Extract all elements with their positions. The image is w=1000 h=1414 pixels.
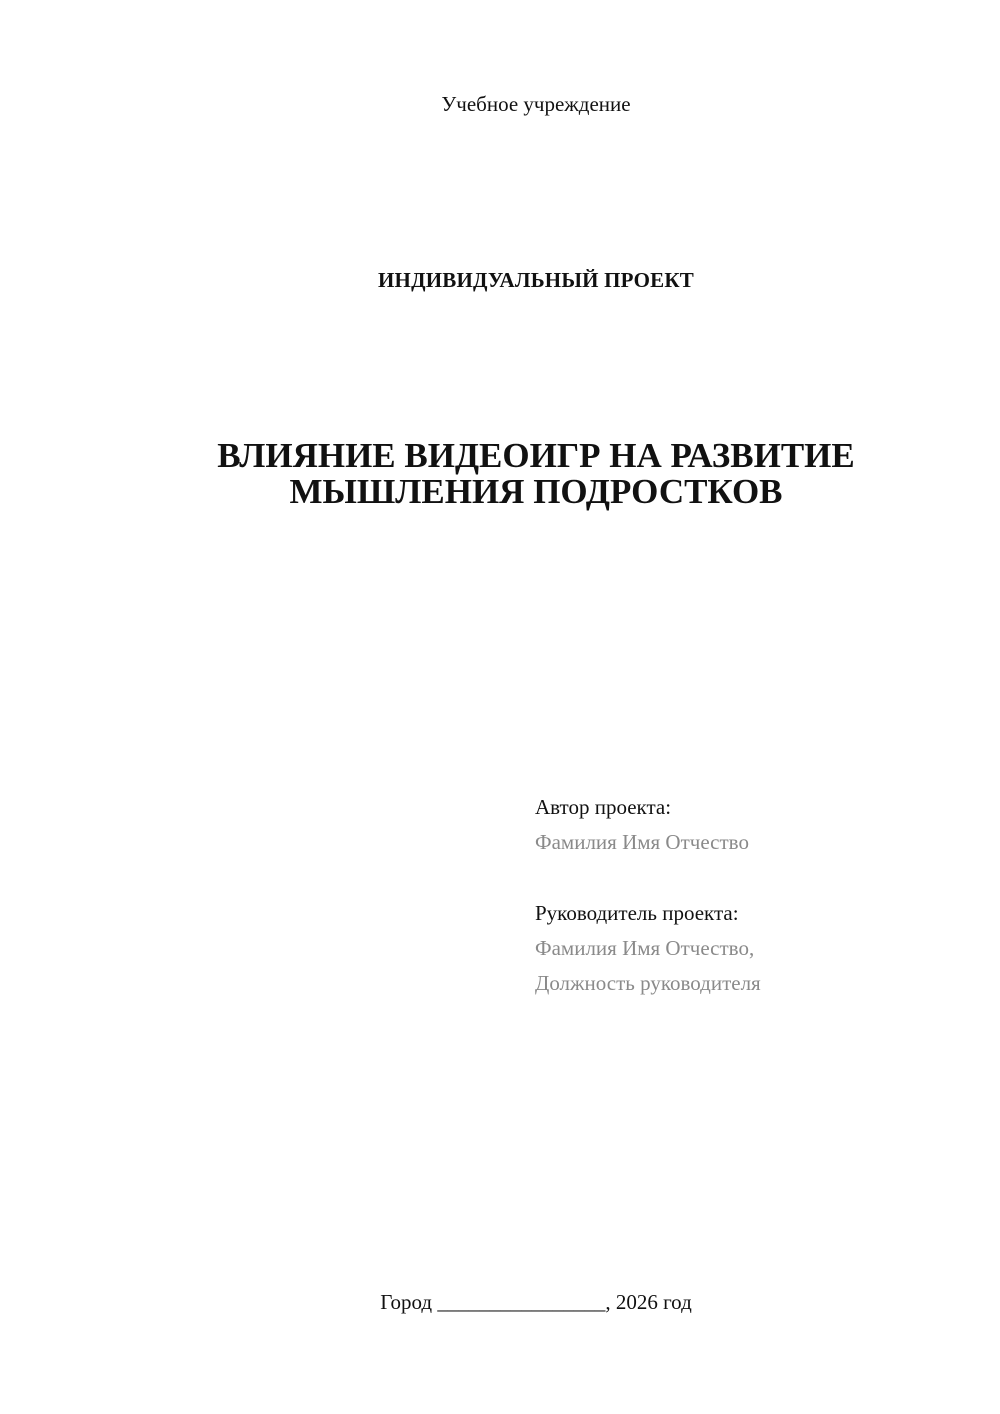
project-title-line-1: ВЛИЯНИЕ ВИДЕОИГР НА РАЗВИТИЕ — [217, 436, 855, 475]
city-year-footer: Город ________________, 2026 год — [380, 1290, 692, 1314]
author-name: Фамилия Имя Отчество — [535, 830, 749, 854]
project-title-line-2: МЫШЛЕНИЯ ПОДРОСТКОВ — [289, 472, 783, 511]
author-label: Автор проекта: — [535, 795, 672, 819]
supervisor-name: Фамилия Имя Отчество, — [535, 936, 755, 960]
supervisor-position: Должность руководителя — [535, 971, 761, 995]
info-spacer — [535, 860, 975, 896]
project-info-block — [535, 790, 975, 1001]
project-title — [0, 438, 1000, 510]
institution-name: Учебное учреждение — [441, 92, 631, 116]
project-type-heading: ИНДИВИДУАЛЬНЫЙ ПРОЕКТ — [378, 268, 694, 292]
supervisor-label: Руководитель проекта: — [535, 901, 739, 925]
